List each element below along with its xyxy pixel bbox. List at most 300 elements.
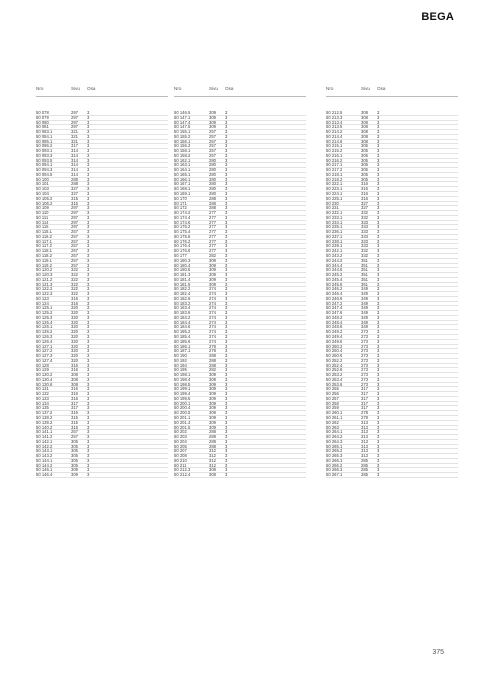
part-ref: 3 (225, 219, 228, 225)
page-ref: 274 (209, 338, 216, 344)
part-ref: 3 (377, 148, 380, 154)
item-number: 50 169.1 (174, 191, 191, 197)
page-ref: 332 (361, 248, 368, 254)
page-ref: 309 (209, 281, 216, 287)
page-ref: 297 (71, 205, 78, 211)
part-ref: 3 (377, 467, 380, 473)
item-number: 50 080 (36, 119, 49, 125)
part-ref: 3 (225, 281, 228, 287)
page-ref: 308 (361, 114, 368, 120)
page-ref: 327 (71, 191, 78, 197)
part-ref: 3 (87, 219, 90, 225)
item-number: 50 213.4 (326, 119, 343, 125)
page-ref: 308 (71, 376, 78, 382)
item-number: 50 078 (36, 110, 49, 115)
item-number: 50 122.3 (36, 291, 53, 297)
page-ref: 278 (361, 415, 368, 420)
part-ref: 3 (87, 295, 90, 301)
part-ref: 3 (87, 181, 90, 187)
column-header (36, 86, 168, 100)
part-ref: 3 (87, 143, 90, 149)
item-number: 50 216.2 (326, 157, 343, 163)
part-ref: 3 (87, 415, 90, 420)
page-ref: 312 (209, 448, 216, 454)
item-number: 50 248.4 (326, 319, 343, 325)
part-ref: 3 (87, 129, 90, 135)
part-ref: 3 (377, 252, 380, 258)
item-number: 50 265.3 (326, 453, 343, 459)
item-number: 50 210 (174, 457, 187, 463)
item-number: 50 143.1 (36, 448, 53, 454)
part-ref: 3 (87, 210, 90, 216)
page-ref: 257 (209, 138, 216, 144)
header-sivu: Sivu (71, 86, 80, 91)
page-ref: 273 (361, 362, 368, 368)
item-number: 50 172 (174, 205, 187, 211)
page-ref: 317 (361, 395, 368, 401)
page-ref: 309 (209, 419, 216, 425)
page-ref: 288 (209, 438, 216, 444)
item-number: 50 166.1 (174, 176, 191, 182)
part-ref: 3 (87, 124, 90, 130)
part-ref: 3 (225, 167, 228, 173)
item-number: 50 116.2 (36, 233, 52, 239)
page-ref: 320 (71, 348, 78, 354)
page-ref: 274 (209, 333, 216, 339)
part-ref: 3 (225, 243, 228, 249)
part-ref: 3 (377, 295, 380, 301)
part-ref: 3 (225, 333, 228, 339)
item-number: 50 252.2 (326, 357, 343, 363)
item-number: 50 093.1 (36, 148, 53, 154)
part-ref: 3 (87, 338, 90, 344)
part-ref: 3 (225, 300, 228, 306)
header-sivu: Sivu (361, 86, 370, 91)
part-ref: 3 (225, 205, 228, 211)
item-number: 50 208 (174, 453, 187, 459)
item-number: 50 093.5 (36, 157, 53, 163)
item-number: 50 119.2 (36, 262, 52, 268)
part-ref: 3 (87, 195, 90, 201)
item-number: 50 130.6 (36, 381, 53, 387)
part-ref: 3 (87, 314, 90, 320)
page-ref: 313 (361, 453, 368, 459)
item-number: 50 126.3 (36, 333, 53, 339)
page-ref: 273 (361, 329, 368, 335)
page-ref: 297 (71, 219, 78, 225)
page-ref: 274 (209, 319, 216, 325)
part-ref: 3 (377, 186, 380, 192)
part-ref: 3 (87, 467, 90, 473)
item-number: 50 175.2 (174, 224, 191, 230)
item-number: 50 116.1 (36, 229, 52, 235)
item-number: 50 201.5 (174, 424, 191, 430)
part-ref: 3 (377, 343, 380, 349)
item-number: 50 184.4 (174, 319, 191, 325)
part-ref: 3 (377, 267, 380, 273)
item-number: 50 260.1 (326, 410, 343, 416)
item-number: 50 200.1 (174, 400, 191, 406)
part-ref: 3 (225, 267, 228, 273)
part-ref: 3 (377, 353, 380, 359)
item-number: 50 156.1 (174, 138, 191, 144)
page-ref: 349 (361, 314, 368, 320)
item-number: 50 183.6 (174, 310, 191, 316)
page-ref: 282 (209, 252, 216, 258)
header-osa: Osa (225, 86, 234, 91)
part-ref: 3 (87, 367, 90, 373)
item-number: 50 109 (36, 205, 49, 211)
page-ref: 313 (361, 443, 368, 449)
item-number: 50 249.6 (326, 338, 343, 344)
page-ref: 320 (71, 324, 78, 330)
item-number: 50 224.1 (326, 191, 343, 197)
index-row (36, 473, 168, 478)
page-number: 375 (432, 649, 444, 656)
page-ref: 317 (71, 405, 78, 411)
page-ref: 327 (361, 200, 368, 206)
item-number: 50 163.1 (174, 162, 191, 168)
part-ref: 3 (87, 410, 90, 416)
part-ref: 3 (377, 167, 380, 173)
page-ref: 315 (71, 195, 78, 201)
item-number: 50 239.1 (326, 243, 343, 249)
page-ref: 316 (361, 186, 368, 192)
item-number: 50 233.1 (326, 214, 343, 220)
part-ref: 3 (377, 291, 380, 297)
part-ref: 3 (87, 343, 90, 349)
page-ref: 308 (209, 472, 216, 478)
part-ref: 3 (225, 314, 228, 320)
header-nro: Nro (326, 86, 334, 91)
item-number: 50 141.1 (36, 429, 53, 435)
page-ref: 317 (361, 391, 368, 397)
part-ref: 3 (225, 434, 228, 440)
part-ref: 3 (87, 391, 90, 397)
part-ref: 3 (87, 262, 90, 268)
part-ref: 3 (87, 448, 90, 454)
part-ref: 3 (87, 386, 90, 392)
item-number: 50 198.5 (174, 381, 191, 387)
part-ref: 3 (87, 276, 90, 282)
part-ref: 3 (87, 319, 90, 325)
item-number: 50 081 (36, 124, 49, 130)
item-number: 50 180.4 (174, 262, 191, 268)
page-ref: 280 (209, 162, 216, 168)
item-number: 50 171 (174, 200, 187, 206)
item-number: 50 232.1 (326, 210, 343, 216)
item-number: 50 217.2 (326, 167, 343, 173)
page-ref: 305 (71, 438, 78, 444)
page-ref: 309 (209, 386, 216, 392)
item-number: 50 111 (36, 214, 49, 220)
index-column-1 (36, 86, 168, 478)
item-number: 50 198.1 (174, 372, 191, 378)
page-ref: 313 (361, 429, 368, 435)
page-ref: 280 (209, 157, 216, 163)
part-ref: 3 (377, 348, 380, 354)
item-number: 50 217.1 (326, 162, 343, 168)
page-ref: 309 (209, 124, 216, 130)
page-ref: 315 (71, 410, 78, 416)
page-ref: 297 (71, 224, 78, 230)
part-ref: 3 (87, 238, 90, 244)
part-ref: 3 (377, 400, 380, 406)
page-ref: 257 (71, 238, 78, 244)
page-ref: 316 (71, 395, 78, 401)
item-number: 50 266.1 (326, 457, 343, 463)
part-ref: 3 (87, 148, 90, 154)
part-ref: 3 (225, 257, 228, 263)
page-ref: 274 (209, 291, 216, 297)
part-ref: 3 (225, 143, 228, 149)
page-ref: 320 (71, 329, 78, 335)
page-ref: 309 (209, 405, 216, 411)
part-ref: 3 (377, 286, 380, 292)
item-number: 50 213.3 (326, 114, 343, 120)
part-ref: 3 (377, 333, 380, 339)
page-ref: 273 (361, 353, 368, 359)
page-ref: 305 (361, 157, 368, 163)
part-ref: 3 (87, 272, 90, 278)
item-number: 50 218.1 (326, 171, 343, 177)
item-number: 50 199.4 (174, 391, 191, 397)
item-number: 50 180.3 (174, 257, 191, 263)
part-ref: 3 (87, 186, 90, 192)
part-ref: 3 (377, 362, 380, 368)
part-ref: 3 (87, 119, 90, 125)
part-ref: 3 (225, 152, 228, 158)
page-ref: 314 (71, 167, 78, 173)
part-ref: 3 (87, 291, 90, 297)
index-column-2 (174, 86, 306, 478)
page-ref: 313 (361, 448, 368, 454)
part-ref: 3 (377, 281, 380, 287)
page-ref: 313 (361, 419, 368, 425)
page-ref: 333 (361, 224, 368, 230)
item-number: 50 250.6 (326, 353, 343, 359)
item-number: 50 125.4 (36, 319, 53, 325)
item-number: 50 105.2 (36, 195, 53, 201)
part-ref: 3 (377, 305, 380, 311)
page-ref: 316 (71, 295, 78, 301)
page-ref: 274 (209, 324, 216, 330)
page-ref: 317 (71, 143, 78, 149)
index-rows (36, 111, 168, 478)
page-ref: 309 (209, 395, 216, 401)
page-ref: 309 (209, 119, 216, 125)
page-ref: 305 (361, 143, 368, 149)
part-ref: 3 (225, 214, 228, 220)
part-ref: 3 (225, 148, 228, 154)
part-ref: 3 (225, 429, 228, 435)
page-ref: 257 (209, 129, 216, 135)
page-ref: 288 (209, 362, 216, 368)
part-ref: 3 (377, 214, 380, 220)
part-ref: 3 (225, 181, 228, 187)
part-ref: 3 (225, 233, 228, 239)
page-ref: 322 (71, 276, 78, 282)
item-number: 50 115 (36, 224, 49, 230)
page-ref: 314 (71, 157, 78, 163)
page-ref: 273 (361, 367, 368, 373)
item-number: 50 253.6 (326, 381, 343, 387)
part-ref: 3 (377, 319, 380, 325)
part-ref: 3 (87, 300, 90, 306)
page-ref: 257 (71, 233, 78, 239)
part-ref: 3 (377, 262, 380, 268)
page-ref: 351 (361, 257, 368, 263)
item-number: 50 203 (174, 434, 187, 440)
item-number: 50 181.3 (174, 272, 191, 278)
item-number: 50 182.6 (174, 295, 191, 301)
page-ref: 316 (361, 195, 368, 201)
page-ref: 333 (361, 243, 368, 249)
part-ref: 3 (225, 419, 228, 425)
page-ref: 309 (71, 467, 78, 473)
item-number: 50 249.2 (326, 329, 343, 335)
item-number: 50 093.3 (36, 152, 53, 158)
page-ref: 315 (71, 424, 78, 430)
part-ref: 3 (225, 453, 228, 459)
page-ref: 314 (71, 171, 78, 177)
part-ref: 3 (225, 191, 228, 197)
part-ref: 3 (225, 238, 228, 244)
item-number: 50 133 (36, 395, 49, 401)
page-ref: 316 (361, 181, 368, 187)
item-number: 50 264.2 (326, 434, 343, 440)
page-ref: 308 (361, 133, 368, 139)
page-ref: 278 (209, 343, 216, 349)
part-ref: 3 (377, 367, 380, 373)
item-number: 50 094.1 (36, 162, 53, 168)
part-ref: 3 (377, 314, 380, 320)
part-ref: 3 (225, 343, 228, 349)
page-ref: 257 (71, 434, 78, 440)
page-ref: 308 (71, 372, 78, 378)
item-number: 50 231 (326, 205, 339, 211)
item-number: 50 146.1 (36, 467, 53, 473)
item-number: 50 225.1 (326, 195, 343, 201)
item-number: 50 127.4 (36, 357, 53, 363)
item-number: 50 192 (174, 357, 187, 363)
part-ref: 3 (377, 248, 380, 254)
page-ref: 315 (71, 419, 78, 425)
part-ref: 3 (225, 248, 228, 254)
part-ref: 3 (377, 191, 380, 197)
item-number: 50 182.4 (174, 291, 191, 297)
part-ref: 3 (87, 405, 90, 411)
item-number: 50 125.3 (36, 314, 53, 320)
page-ref: 257 (71, 429, 78, 435)
part-ref: 3 (87, 110, 90, 115)
part-ref: 3 (87, 233, 90, 239)
item-number: 50 127.3 (36, 353, 53, 359)
part-ref: 3 (225, 410, 228, 416)
item-number: 50 185.4 (174, 333, 191, 339)
part-ref: 3 (377, 210, 380, 216)
page-ref: 315 (71, 200, 78, 206)
page-ref: 273 (361, 376, 368, 382)
page-ref: 349 (361, 291, 368, 297)
page-ref: 309 (209, 257, 216, 263)
page-ref: 277 (209, 248, 216, 254)
part-ref: 3 (377, 219, 380, 225)
page-ref: 321 (71, 138, 78, 144)
item-number: 50 144.1 (36, 457, 53, 463)
page-ref: 313 (361, 438, 368, 444)
header-sivu: Sivu (209, 86, 218, 91)
part-ref: 3 (377, 405, 380, 411)
item-number: 50 158.2 (174, 152, 191, 158)
item-number: 50 261.1 (326, 415, 343, 420)
item-number: 50 176.4 (174, 243, 191, 249)
part-ref: 3 (225, 400, 228, 406)
item-number: 50 122.2 (36, 286, 53, 292)
item-number: 50 236.1 (326, 229, 343, 235)
part-ref: 3 (377, 338, 380, 344)
item-number: 50 255 (326, 386, 339, 392)
page-ref: 305 (361, 152, 368, 158)
item-number: 50 117.1 (36, 238, 52, 244)
item-number: 50 215.2 (326, 148, 343, 154)
item-number: 50 230 (326, 200, 339, 206)
part-ref: 3 (87, 252, 90, 258)
page-ref: 305 (361, 162, 368, 168)
page-ref: 322 (71, 272, 78, 278)
page-ref: 305 (361, 167, 368, 173)
header-osa: Osa (377, 86, 386, 91)
part-ref: 3 (87, 281, 90, 287)
page-ref: 351 (361, 281, 368, 287)
item-number: 50 186.1 (174, 343, 191, 349)
page-ref: 351 (361, 262, 368, 268)
part-ref: 3 (225, 272, 228, 278)
page-ref: 280 (209, 181, 216, 187)
page-ref: 309 (209, 424, 216, 430)
page-ref: 257 (209, 152, 216, 158)
item-number: 50 094.3 (36, 167, 53, 173)
part-ref: 3 (377, 448, 380, 454)
part-ref: 3 (225, 286, 228, 292)
page-ref: 282 (209, 367, 216, 373)
part-ref: 3 (87, 138, 90, 144)
part-ref: 3 (377, 395, 380, 401)
page-ref: 285 (361, 472, 368, 478)
page-ref: 308 (361, 119, 368, 125)
page-ref: 297 (71, 110, 78, 115)
item-number: 50 245.2 (326, 272, 343, 278)
item-number: 50 214.6 (326, 138, 343, 144)
part-ref: 3 (377, 181, 380, 187)
part-ref: 3 (225, 291, 228, 297)
item-number: 50 100 (36, 176, 49, 182)
item-number: 50 246.2 (326, 286, 343, 292)
part-ref: 3 (87, 224, 90, 230)
part-ref: 3 (377, 157, 380, 163)
item-number: 50 106.2 (36, 200, 53, 206)
index-row (326, 473, 458, 478)
item-number: 50 139.2 (36, 419, 53, 425)
part-ref: 3 (225, 438, 228, 444)
item-number: 50 124 (36, 300, 49, 306)
page-ref: 308 (209, 467, 216, 473)
page-ref: 278 (209, 348, 216, 354)
item-number: 50 176.6 (174, 248, 191, 254)
part-ref: 3 (225, 252, 228, 258)
page-ref: 305 (361, 171, 368, 177)
page-ref: 312 (209, 453, 216, 459)
